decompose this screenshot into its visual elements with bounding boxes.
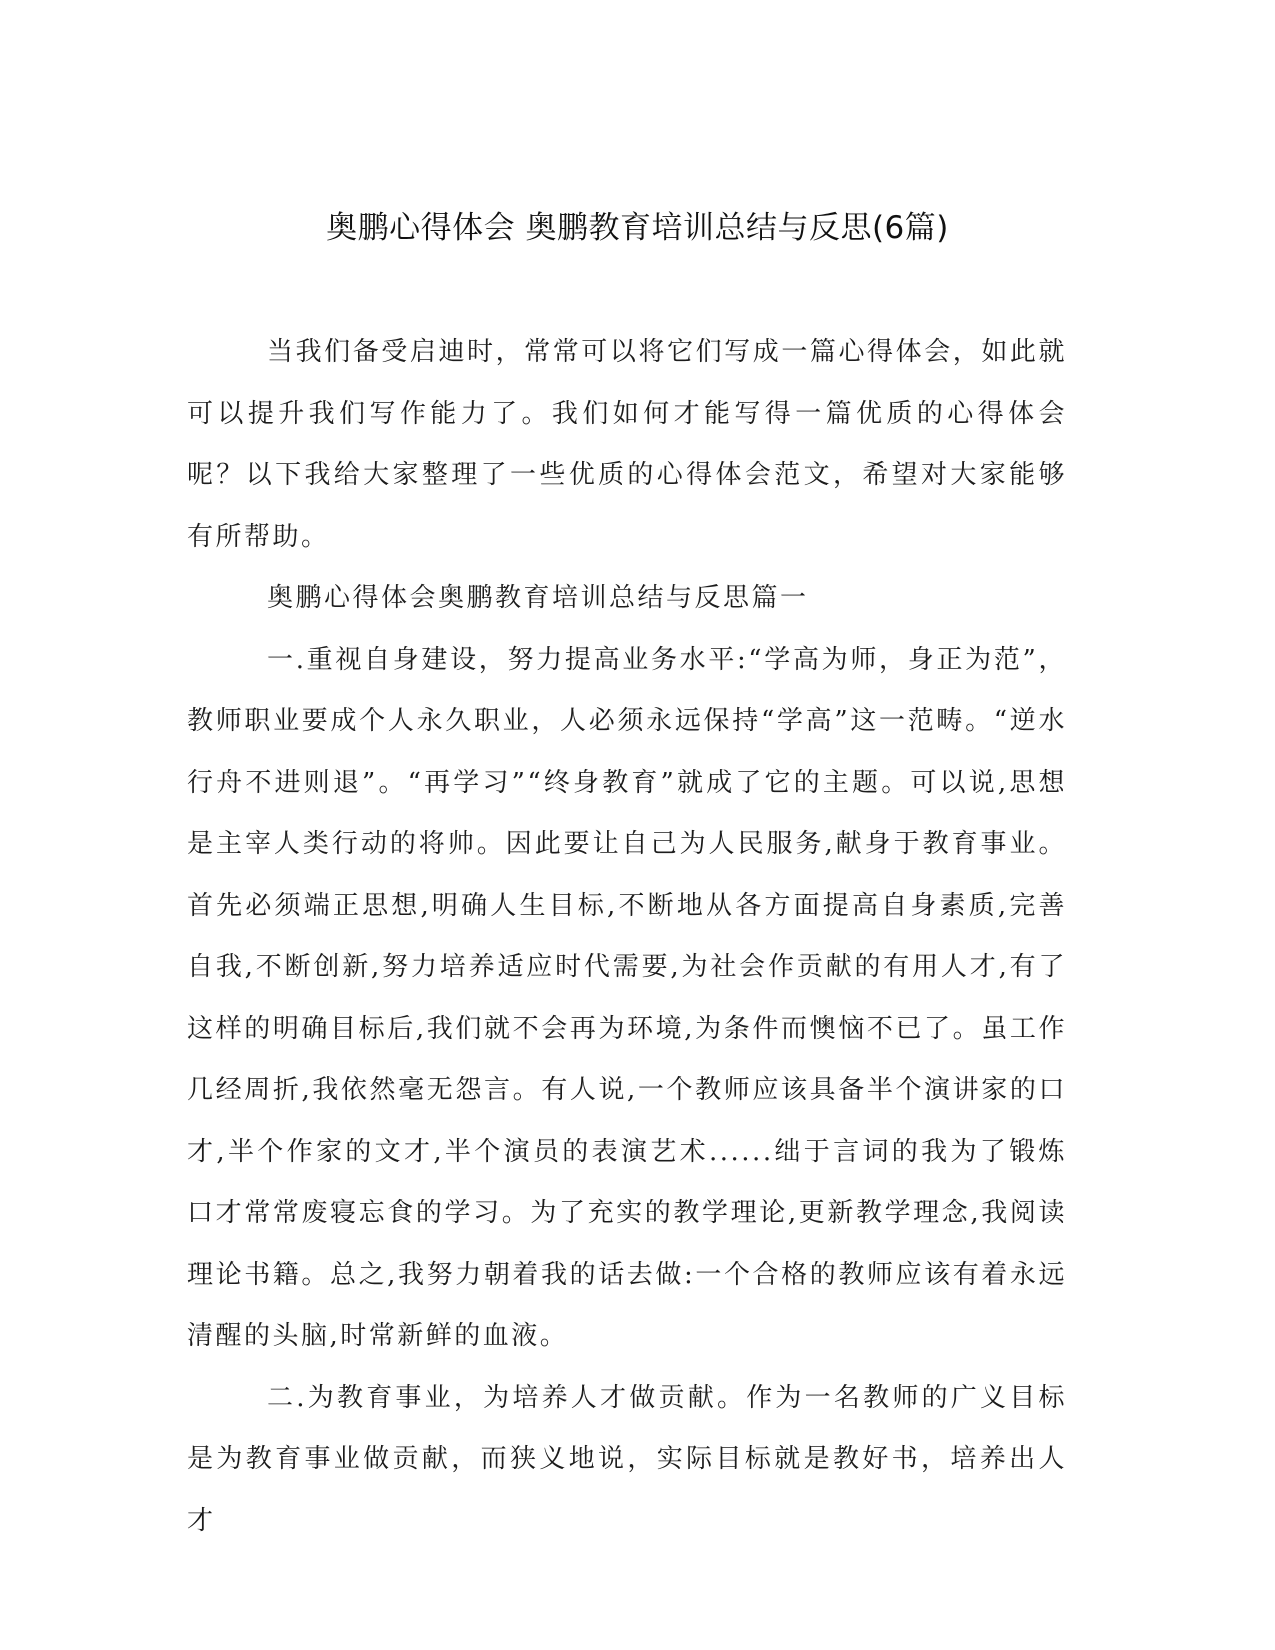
body-paragraph-one: 一.重视自身建设，努力提高业务水平:“学高为师，身正为范”，教师职业要成个人永久职业，人必须永远保持“学高”这一范畴。“逆水行舟不进则退”。“再学习”“终身教育”就成了它的主题。可以说,思想是主宰人类行动的将帅。因此要让自己为人民服务,献身于教育事业。首先必须端正思想,明确人生目标,不断地从各方面提高自身素质,完善自我,不断创新,努力培养适应时代需要,为社会作贡献的有用人才,有了这样的明确目标后,我们就不会再为环境,为条件而懊恼不已了。虽工作几经周折,我依然毫无怨言。有人说,一个教师应该具备半个演讲家的口才,半个作家的文才,半个演员的表演艺术......绌于言词的我为了锻炼口才常常废寝忘食的学习。为了充实的教学理论,更新教学理念,我阅读理论书籍。总之,我努力朝着我的话去做:一个合格的教师应该有着永远清醒的头脑,时常新鲜的血液。 — [187, 644, 1067, 1351]
document-title: 奥鹏心得体会 奥鹏教育培训总结与反思(6篇) — [326, 210, 949, 246]
section-heading: 奥鹏心得体会奥鹏教育培训总结与反思篇一 — [267, 583, 809, 613]
body-paragraph-two: 二.为教育事业，为培养人才做贡献。作为一名教师的广义目标是为教育事业做贡献，而狭义地说，实际目标就是教好书，培养出人才 — [187, 1382, 1067, 1536]
document-body — [187, 322, 1067, 1552]
intro-paragraph: 当我们备受启迪时，常常可以将它们写成一篇心得体会，如此就可以提升我们写作能力了。我们如何才能写得一篇优质的心得体会呢？以下我给大家整理了一些优质的心得体会范文，希望对大家能够有所帮助。 — [187, 337, 1067, 552]
